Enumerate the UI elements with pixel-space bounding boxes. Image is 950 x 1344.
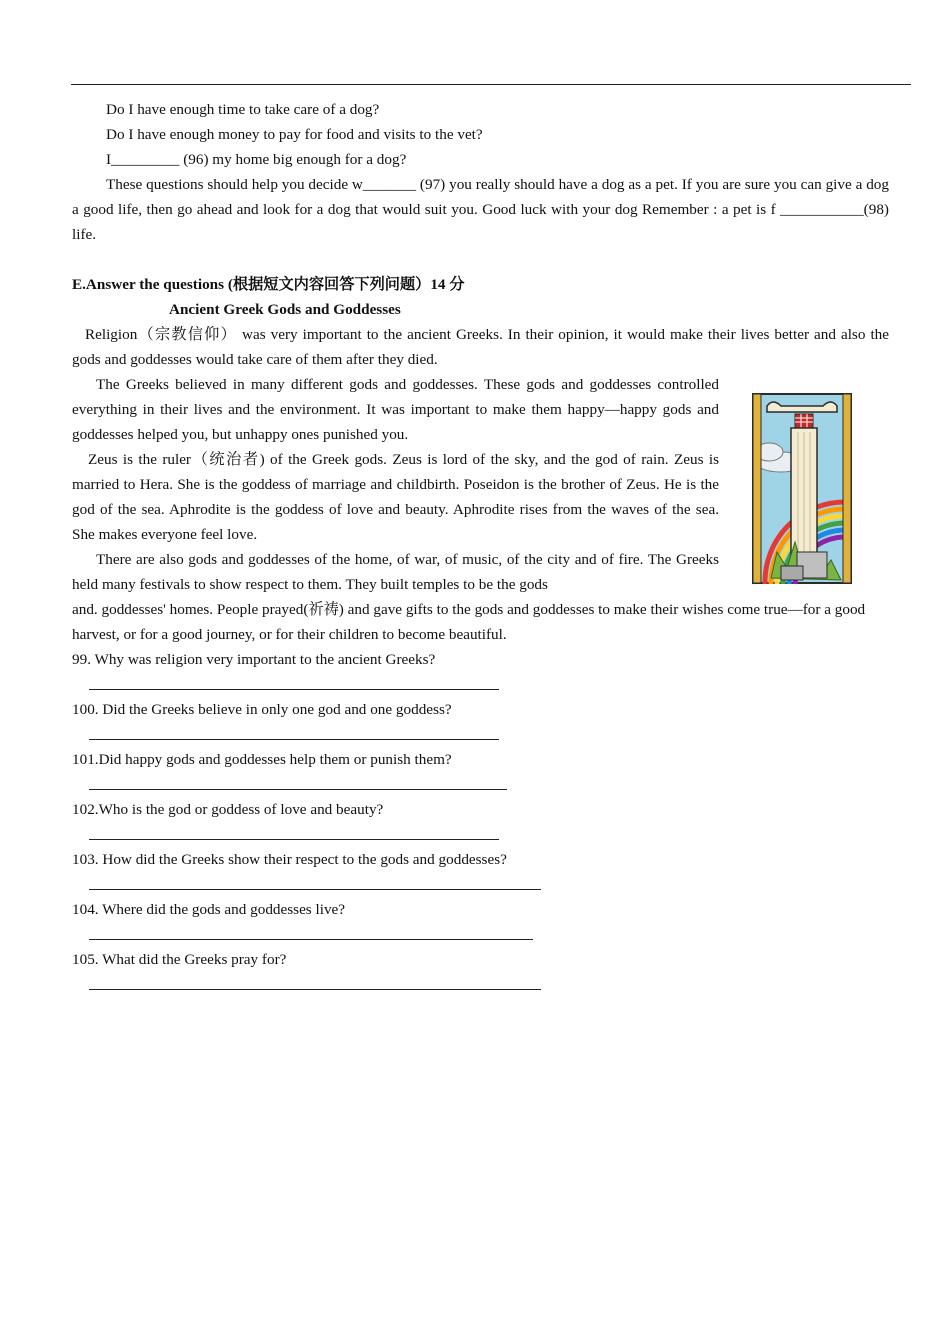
- answer-line-104[interactable]: [72, 922, 889, 947]
- passage-paragraph-4a: There are also gods and goddesses of the home, of war, of music, of the city and of fire. The Greeks held many festivals to show respect to them. They built temples to be the gods: [72, 551, 719, 593]
- passage-paragraph-1: Religion（宗教信仰） was very important to the ancient Greeks. In their opinion, it would make their lives better and also the gods and goddesses would take care of them after they died.: [72, 326, 889, 368]
- passage-paragraph-3: Zeus is the ruler（统治者) of the Greek gods. Zeus is lord of the sky, and the god of rain. Zeus is married to Hera. She is the goddess of marriage and childbirth. Poseidon is the brother of Zeus. He is the god of the sea. Aphrodite is the goddess of love and beauty. Aphrodite rises from the waves of the sea. She makes everyone feel love.: [72, 451, 719, 543]
- dog-question-1: Do I have enough time to take care of a dog?: [106, 101, 380, 118]
- dog-paragraph-text: These questions should help you decide w_______ (97) you really should have a dog as a pet. If you are sure you can give a dog a good life, then go ahead and look for a dog that would suit you. Good luck with your dog Remember : a pet is f ___________(98) life.: [72, 176, 889, 243]
- question-105: 105. What did the Greeks pray for?: [72, 951, 287, 968]
- answer-line-99[interactable]: [72, 672, 889, 697]
- answer-line-100[interactable]: [72, 722, 889, 747]
- top-divider: [71, 84, 911, 85]
- answer-line-101[interactable]: [72, 772, 889, 797]
- answer-line-102[interactable]: [72, 822, 889, 847]
- answer-line-105[interactable]: [72, 972, 889, 997]
- question-104: 104. Where did the gods and goddesses live?: [72, 901, 346, 918]
- passage-paragraph-2: The Greeks believed in many different gods and goddesses. These gods and goddesses controlled everything in their lives and the environment. It was important to make them happy—happy gods and goddesses helped you, but unhappy ones punished you.: [72, 376, 719, 443]
- greek-column-illustration: [751, 392, 853, 585]
- question-101: 101.Did happy gods and goddesses help them or punish them?: [72, 751, 452, 768]
- question-103: 103. How did the Greeks show their respect to the gods and goddesses?: [72, 851, 507, 868]
- passage-title: Ancient Greek Gods and Goddesses: [169, 301, 401, 318]
- question-100: 100. Did the Greeks believe in only one god and one goddess?: [72, 701, 452, 718]
- question-102: 102.Who is the god or goddess of love and beauty?: [72, 801, 384, 818]
- dog-question-2: Do I have enough money to pay for food and visits to the vet?: [106, 126, 483, 143]
- dog-paragraph: [72, 172, 889, 247]
- dog-question-3: I_________ (96) my home big enough for a dog?: [106, 151, 407, 168]
- section-e-heading: E.Answer the questions (根据短文内容回答下列问题）14 分: [72, 276, 465, 293]
- answer-line-103[interactable]: [72, 872, 889, 897]
- passage-paragraph-4b: and. goddesses' homes. People prayed(祈祷) and gave gifts to the gods and goddesses to make their wishes come true—for a good harvest, or for a good journey, or for their children to become beautiful.: [72, 601, 866, 643]
- question-99: 99. Why was religion very important to the ancient Greeks?: [72, 651, 436, 668]
